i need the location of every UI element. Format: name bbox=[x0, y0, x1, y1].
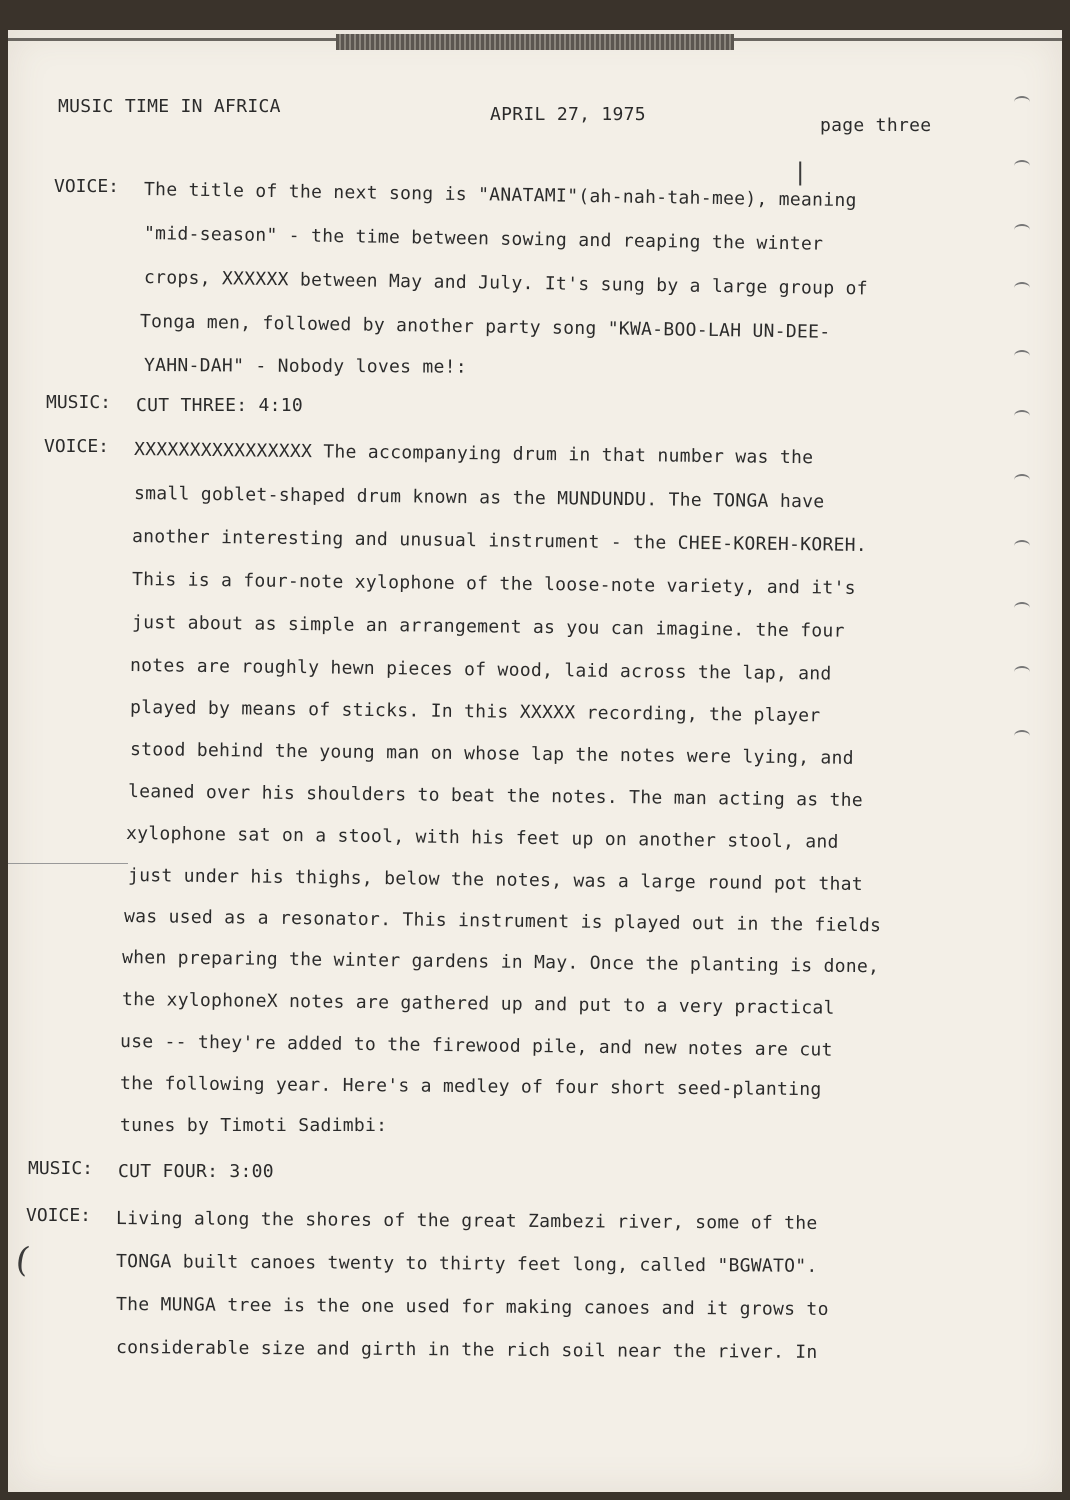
page-crease bbox=[8, 863, 128, 864]
script-line: Living along the shores of the great Zambezi river, some of the bbox=[115, 1208, 818, 1234]
script-line: The MUNGA tree is the one used for making canoes and it grows to bbox=[115, 1294, 829, 1320]
script-line: considerable size and girth in the rich soil near the river. In bbox=[115, 1337, 818, 1363]
script-line: XXXXXXXXXXXXXXXX The accompanying drum in that number was the bbox=[133, 439, 814, 469]
pencil-tick: | bbox=[793, 158, 808, 186]
script-line: The title of the next song is "ANATAMI"(ah-nah-tah-mee), meaning bbox=[143, 179, 857, 212]
script-line: the xylophoneX notes are gathered up and put to a very practical bbox=[121, 989, 835, 1019]
script-line: was used as a resonator. This instrument is played out in the fields bbox=[123, 906, 882, 937]
script-line: stood behind the young man on whose lap the notes were lying, and bbox=[129, 739, 854, 769]
script-line: xylophone sat on a stool, with his feet up on another stool, and bbox=[125, 823, 839, 853]
line-label: VOICE: bbox=[54, 176, 120, 197]
document-page bbox=[8, 30, 1062, 1492]
script-line: another interesting and unusual instrument - the CHEE-KOREH-KOREH. bbox=[131, 526, 868, 556]
script-line: crops, XXXXXX between May and July. It's sung by a large group of bbox=[143, 267, 868, 300]
broadcast-date: APRIL 27, 1975 bbox=[490, 104, 646, 125]
script-line: Tonga men, followed by another party song "KWA-BOO-LAH UN-DEE- bbox=[139, 311, 831, 343]
line-label: MUSIC: bbox=[28, 1158, 94, 1179]
script-line: TONGA built canoes twenty to thirty feet long, called "BGWATO". bbox=[115, 1251, 818, 1277]
script-line: the following year. Here's a medley of four short seed-planting bbox=[119, 1073, 822, 1101]
script-line: small goblet-shaped drum known as the MUNDUNDU. The TONGA have bbox=[133, 483, 825, 513]
line-label: VOICE: bbox=[44, 436, 110, 457]
page-number: page three bbox=[820, 115, 932, 136]
script-line: just about as simple an arrangement as you can imagine. the four bbox=[131, 612, 845, 642]
top-smudge bbox=[336, 34, 734, 50]
script-line: tunes by Timoti Sadimbi: bbox=[120, 1115, 388, 1136]
script-line: when preparing the winter gardens in May. Once the planting is done, bbox=[121, 947, 880, 978]
script-line: CUT FOUR: 3:00 bbox=[118, 1161, 274, 1182]
script-line: This is a four-note xylophone of the loose-note variety, and it's bbox=[131, 569, 856, 599]
program-title: MUSIC TIME IN AFRICA bbox=[58, 96, 281, 117]
script-line: "mid-season" - the time between sowing and reaping the winter bbox=[143, 223, 824, 255]
script-line: notes are roughly hewn pieces of wood, laid across the lap, and bbox=[129, 655, 832, 685]
line-label: MUSIC: bbox=[46, 392, 112, 413]
script-line: YAHN-DAH" - Nobody loves me!: bbox=[143, 355, 468, 378]
script-line: just under his thighs, below the notes, was a large round pot that bbox=[127, 865, 864, 895]
line-label: VOICE: bbox=[26, 1205, 92, 1226]
script-line: played by means of sticks. In this XXXXX recording, the player bbox=[129, 697, 821, 727]
script-line: use -- they're added to the firewood pile, and new notes are cut bbox=[119, 1031, 833, 1061]
script-line: CUT THREE: 4:10 bbox=[136, 395, 304, 416]
handwritten-mark: ( bbox=[13, 1239, 32, 1281]
script-line: leaned over his shoulders to beat the notes. The man acting as the bbox=[127, 781, 864, 811]
